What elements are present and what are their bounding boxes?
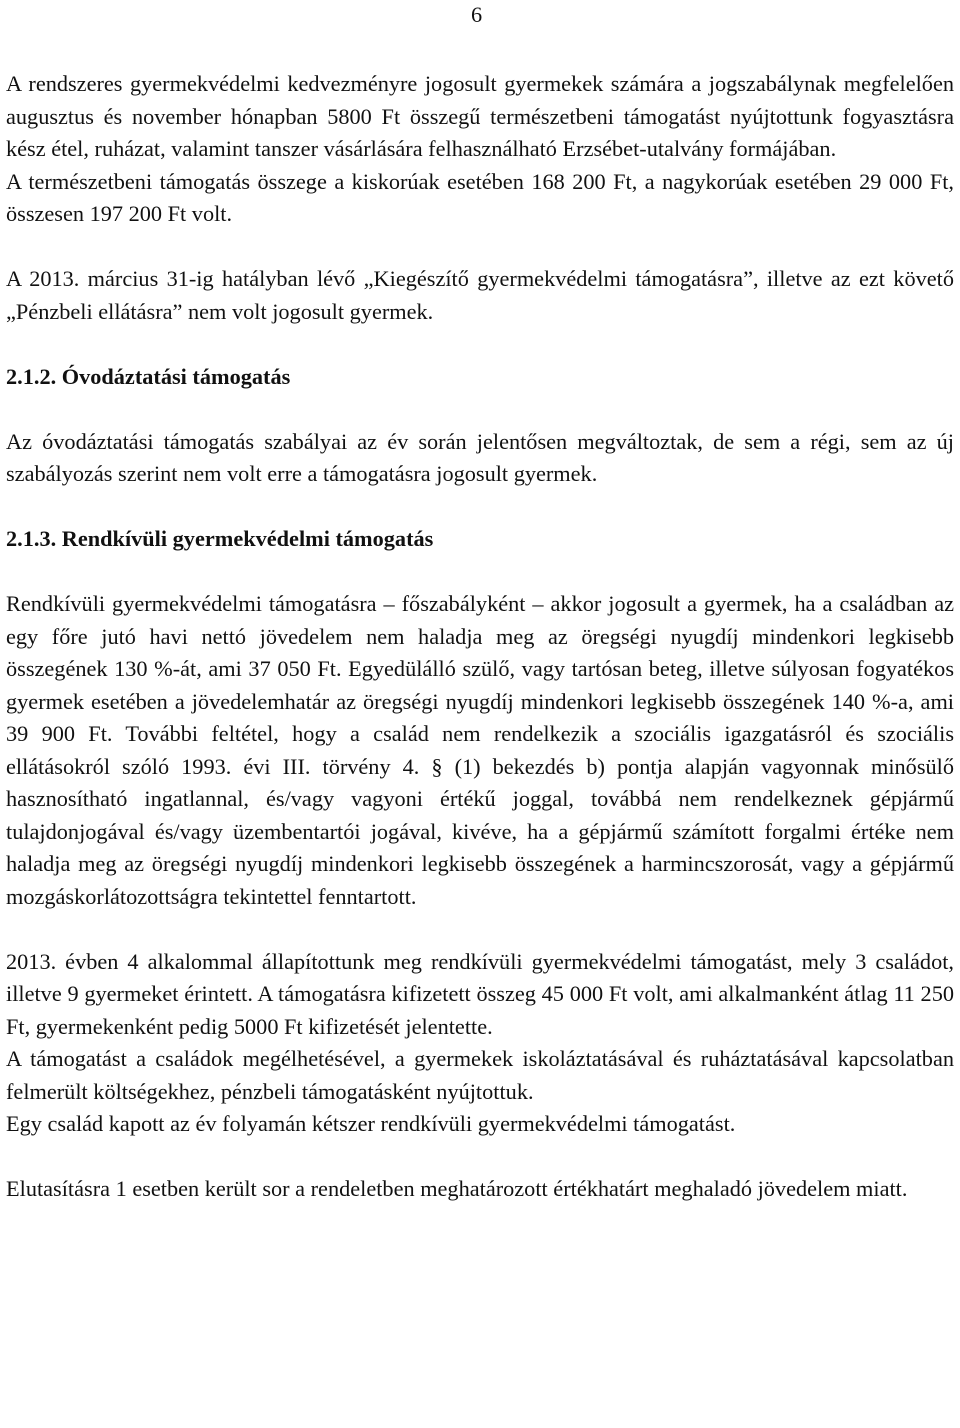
page-number: 6 — [471, 2, 483, 27]
paragraph-extraordinary-conditions: Rendkívüli gyermekvédelmi támogatásra – főszabályként – akkor jogosult a gyermek, ha a családban az egy főre jutó havi nettó jövedelem nem haladja meg az öregségi nyugdíj mindenkori legkisebb összegének 130 %-át, ami 37 050 Ft. Egyedülálló szülő, vagy tartósan beteg, illetve súlyosan fogyatékos gyermek esetében a jövedelemhatár az öregségi nyugdíj mindenkori legkisebb összegének 140 %-a, ami 39 900 Ft. További feltétel, hogy a család nem rendelkezik a szociális igazgatásról és szociális ellátásokról szóló 1993. évi III. törvény 4. § (1) bekezdés b) pontja alapján vagyonnak minősülő hasznosítható ingatlannal, és/vagy vagyoni értékű joggal, továbbá nem rendelkeznek gépjármű tulajdonjogával és/vagy üzembentartói jogával, kivéve, ha a gépjármű számított forgalmi értéke nem haladja meg az öregségi nyugdíj mindenkori legkisebb összegének a harmincszorosát, vagy a gépjármű mozgáskorlátozottságra tekintettel fenntartott. — [6, 591, 954, 909]
paragraph-natural-support: A rendszeres gyermekvédelmi kedvezményre jogosult gyermekek számára a jogszabálynak megfelelően augusztus és november hónapban 5800 Ft összegű természetbeni támogatást nyújtottunk fogyasztásra kész étel, ruházat, valamint tanszer vásárlására felhasználható Erzsébet-utalvány formájában. — [6, 71, 954, 161]
section-heading-2-1-3: 2.1.3. Rendkívüli gyermekvédelmi támogatás — [6, 526, 434, 551]
section-heading-2-1-2: 2.1.2. Óvodáztatási támogatás — [6, 363, 291, 389]
paragraph-support-total: A természetbeni támogatás összege a kiskorúak esetében 168 200 Ft, a nagykorúak esetében 29 000 Ft, összesen 197 200 Ft volt. — [6, 168, 954, 226]
paragraph-kindergarten-support: Az óvodáztatási támogatás szabályai az év során jelentősen megváltoztak, de sem a régi, sem az új szabályozás szerint nem volt erre a támogatásra jogosult gyermek. — [6, 428, 954, 486]
paragraph-support-purpose: A támogatást a családok megélhetésével, a gyermekek iskoláztatásával és ruháztatásával kapcsolatban felmerült költségekhez, pénzbeli támogatásként nyújtottuk. — [6, 1046, 954, 1104]
document-body — [6, 68, 954, 1206]
paragraph-supplementary-support: A 2013. március 31-ig hatályban lévő „Kiegészítő gyermekvédelmi támogatásra”, illetve az ezt követő „Pénzbeli ellátásra” nem volt jogosult gyermek. — [6, 266, 954, 324]
paragraph-2013-statistics: 2013. évben 4 alkalommal állapítottunk meg rendkívüli gyermekvédelmi támogatást, mely 3 családot, illetve 9 gyermeket érintett. A támogatásra kifizetett összeg 45 000 Ft volt, ami alkalmanként átlag 11 250 Ft, gyermekenként pedig 5000 Ft kifizetését jelentette. — [6, 948, 954, 1039]
paragraph-rejection: Elutasításra 1 esetben került sor a rendeletben meghatározott értékhatárt meghaladó jövedelem miatt. — [6, 1176, 908, 1201]
paragraph-repeat-support: Egy család kapott az év folyamán kétszer rendkívüli gyermekvédelmi támogatást. — [6, 1111, 736, 1136]
